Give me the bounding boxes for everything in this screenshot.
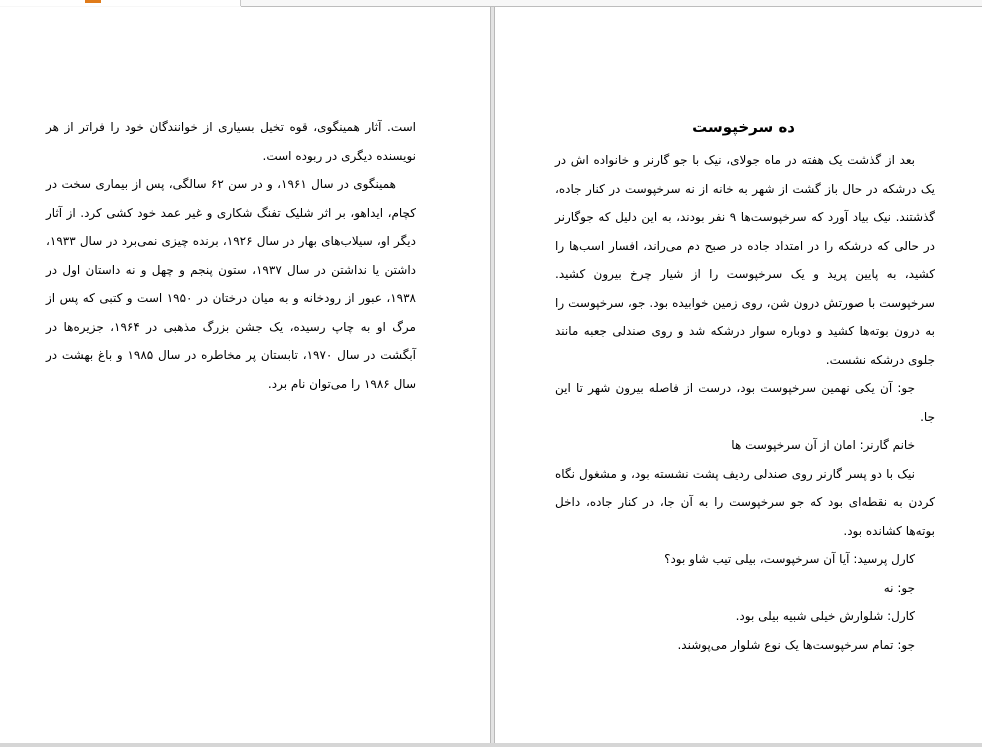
dialog-line-carl-1: کارل پرسید: آیا آن سرخپوست، بیلی تیب شاو بود؟ bbox=[664, 552, 915, 566]
left-paragraph-2: همینگوی در سال ۱۹۶۱، و در سن ۶۲ سالگی، پس از بیماری سخت در کچام، ایداهو، بر اثر شلیک تفنگ شکاری و غیر عمد خود کشی کرد. از آثار دیگر او، سیلاب‌های بهار در سال ۱۹۲۶، برنده چیزی نمی‌برد در سال ۱۹۳۳، داشتن یا نداشتن در سال ۱۹۳۷، ستون پنجم و چهل و نه داستان اول در ۱۹۳۸، عبور از رودخانه و به میان درختان در ۱۹۵۰ است و کتبی که پس از مرگ او به چاپ رسیده، یک جشن بزرگ مذهبی در ۱۹۶۴، جزیره‌ها در آبگشت در سال ۱۹۷۰، تابستان پر مخاطره در سال ۱۹۸۵ و باغ بهشت در سال ۱۹۸۶ را می‌توان نام برد. bbox=[46, 177, 416, 391]
left-page bbox=[0, 7, 491, 743]
viewer-bottom-edge bbox=[0, 743, 982, 747]
chapter-title: ده سرخپوست bbox=[692, 118, 795, 136]
dialog-line-carl-2: کارل: شلوارش خیلی شبیه بیلی بود. bbox=[735, 609, 915, 623]
dialog-line-joe-2: جو: نه bbox=[883, 580, 915, 595]
left-page-text bbox=[46, 113, 416, 398]
dialog-line-joe-3: جو: تمام سرخپوست‌ها یک نوع شلوار می‌پوشند. bbox=[677, 637, 915, 652]
document-tab[interactable] bbox=[0, 0, 241, 6]
right-page bbox=[494, 7, 982, 743]
right-page-text bbox=[555, 146, 935, 659]
right-paragraph-1: بعد از گذشت یک هفته در ماه جولای، نیک با جو گارنر و خانواده اش در یک درشکه در حال باز گشت از شهر به خانه از نه سرخپوست در کنار جاده، گذشتند. نیک بیاد آورد که سرخپوست‌ها ۹ نفر بودند، به این دلیل که جوگارنر در حالی که درشکه را در امتداد جاده در صبح دم می‌راند، افسار اسب‌ها را کشید، به پایین پرید و یک سرخپوست را از شیار چرخ بیرون کشید. سرخپوست با صورتش درون شن، روی زمین خوابیده بود. جو، سرخپوست را به درون بوته‌ها کشید و دوباره سوار درشکه شد و روی صندلی جعبه مانند جلوی درشکه نشست. bbox=[555, 153, 936, 367]
left-paragraph-1: است. آثار همینگوی، قوه تخیل بسیاری از خوانندگان خود را فراتر از هر نویسنده دیگری در ربوده است. bbox=[46, 120, 416, 163]
tab-accent-marker bbox=[85, 0, 101, 3]
dialog-line-mrs-garner: خانم گارنر: امان از آن سرخپوست ها bbox=[731, 438, 915, 452]
right-paragraph-nick: نیک با دو پسر گارنر روی صندلی ردیف پشت نشسته بود، و مشغول نگاه کردن به نقطه‌ای بود که جو سرخپوست را به آن جا، در کنار جاده، داخل بوته‌ها کشانده بود. bbox=[555, 466, 935, 538]
dialog-line-joe-1: جو: آن یکی نهمین سرخپوست بود، درست از فاصله بیرون شهر تا این جا. bbox=[555, 381, 935, 424]
